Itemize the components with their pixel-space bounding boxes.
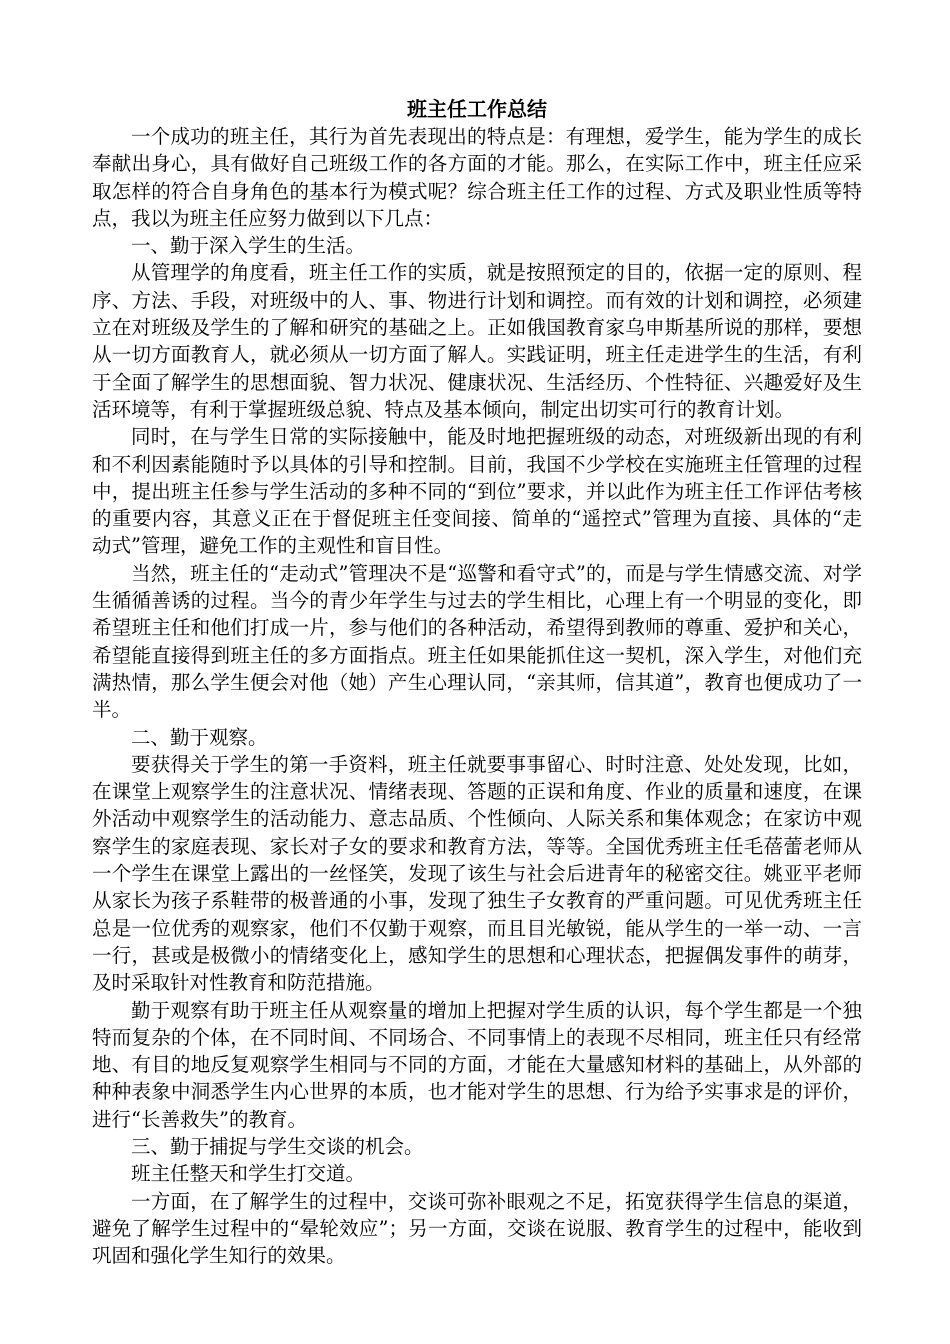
paragraph: 一方面，在了解学生的过程中，交谈可弥补眼观之不足，拓宽获得学生信息的渠道，避免了解学生过程中的“晕轮效应”；另一方面，交谈在说服、教育学生的过程中，能收到巩固和强化学生知行的效果。 (92, 1189, 862, 1268)
section-heading-2: 二、勤于观察。 (131, 725, 268, 749)
document-page (92, 96, 862, 1269)
section-heading-3: 三、勤于捕捉与学生交谈的机会。 (131, 1134, 424, 1158)
paragraph: 勤于观察有助于班主任从观察量的增加上把握对学生质的认识，每个学生都是一个独特而复杂的个体，在不同时间、不同场合、不同事情上的表现不尽相同，班主任只有经常地、有目的地反复观察学生相同与不同的方面，才能在大量感知材料的基础上，从外部的种种表象中洞悉学生内心世界的本质，也才能对学生的思想、行为给予实事求是的评价，进行“长善救失”的教育。 (92, 998, 862, 1131)
paragraph: 从管理学的角度看，班主任工作的实质，就是按照预定的目的，依据一定的原则、程序、方法、手段，对班级中的人、事、物进行计划和调控。而有效的计划和调控，必须建立在对班级及学生的了解和研究的基础之上。正如俄国教育家乌申斯基所说的那样，要想从一切方面教育人，就必须从一切方面了解人。实践证明，班主任走进学生的生活，有利于全面了解学生的思想面貌、智力状况、健康状况、生活经历、个性特征、兴趣爱好及生活环境等，有利于掌握班级总貌、特点及基本倾向，制定出切实可行的教育计划。 (92, 261, 862, 421)
section-heading-1: 一、勤于深入学生的生活。 (131, 234, 366, 258)
paragraph: 同时，在与学生日常的实际接触中，能及时地把握班级的动态，对班级新出现的有利和不利因素能随时予以具体的引导和控制。目前，我国不少学校在实施班主任管理的过程中，提出班主任参与学生活动的多种不同的“到位”要求，并以此作为班主任工作评估考核的重要内容，其意义正在于督促班主任变间接、简单的“遥控式”管理为直接、具体的“走动式”管理，避免工作的主观性和盲目性。 (92, 425, 862, 558)
paragraph: 当然，班主任的“走动式”管理决不是“巡警和看守式”的，而是与学生情感交流、对学生循循善诱的过程。当今的青少年学生与过去的学生相比，心理上有一个明显的变化，即希望班主任和他们打成一片，参与他们的各种活动，希望得到教师的尊重、爱护和关心，希望能直接得到班主任的多方面指点。班主任如果能抓住这一契机，深入学生，对他们充满热情，那么学生便会对他（她）产生心理认同，“亲其师，信其道”，教育也便成功了一半。 (92, 561, 862, 722)
paragraph-short: 班主任整天和学生打交道。 (131, 1162, 366, 1186)
paragraph-intro: 一个成功的班主任，其行为首先表现出的特点是：有理想，爱学生，能为学生的成长奉献出身心，具有做好自己班级工作的各方面的才能。那么，在实际工作中，班主任应采取怎样的符合自身角色的基本行为模式呢？综合班主任工作的过程、方式及职业性质等特点，我以为班主任应努力做到以下几点： (92, 125, 862, 230)
paragraph: 要获得关于学生的第一手资料，班主任就要事事留心、时时注意、处处发现，比如，在课堂上观察学生的注意状况、情绪表现、答题的正误和角度、作业的质量和速度，在课外活动中观察学生的活动能力、意志品质、个性倾向、人际关系和集体观念；在家访中观察学生的家庭表现、家长对子女的要求和教育方法，等等。全国优秀班主任毛蓓蕾老师从一个学生在课堂上露出的一丝怪笑，发现了该生与社会后进青年的秘密交往。姚亚平老师从家长为孩子系鞋带的极普通的小事，发现了独生子女教育的严重问题。可见优秀班主任总是一位优秀的观察家，他们不仅勤于观察，而且目光敏锐，能从学生的一举一动、一言一行，甚或是极微小的情绪变化上，感知学生的思想和心理状态，把握偶发事件的萌芽，及时采取针对性教育和防范措施。 (92, 752, 862, 995)
document-title: 班主任工作总结 (407, 97, 547, 121)
